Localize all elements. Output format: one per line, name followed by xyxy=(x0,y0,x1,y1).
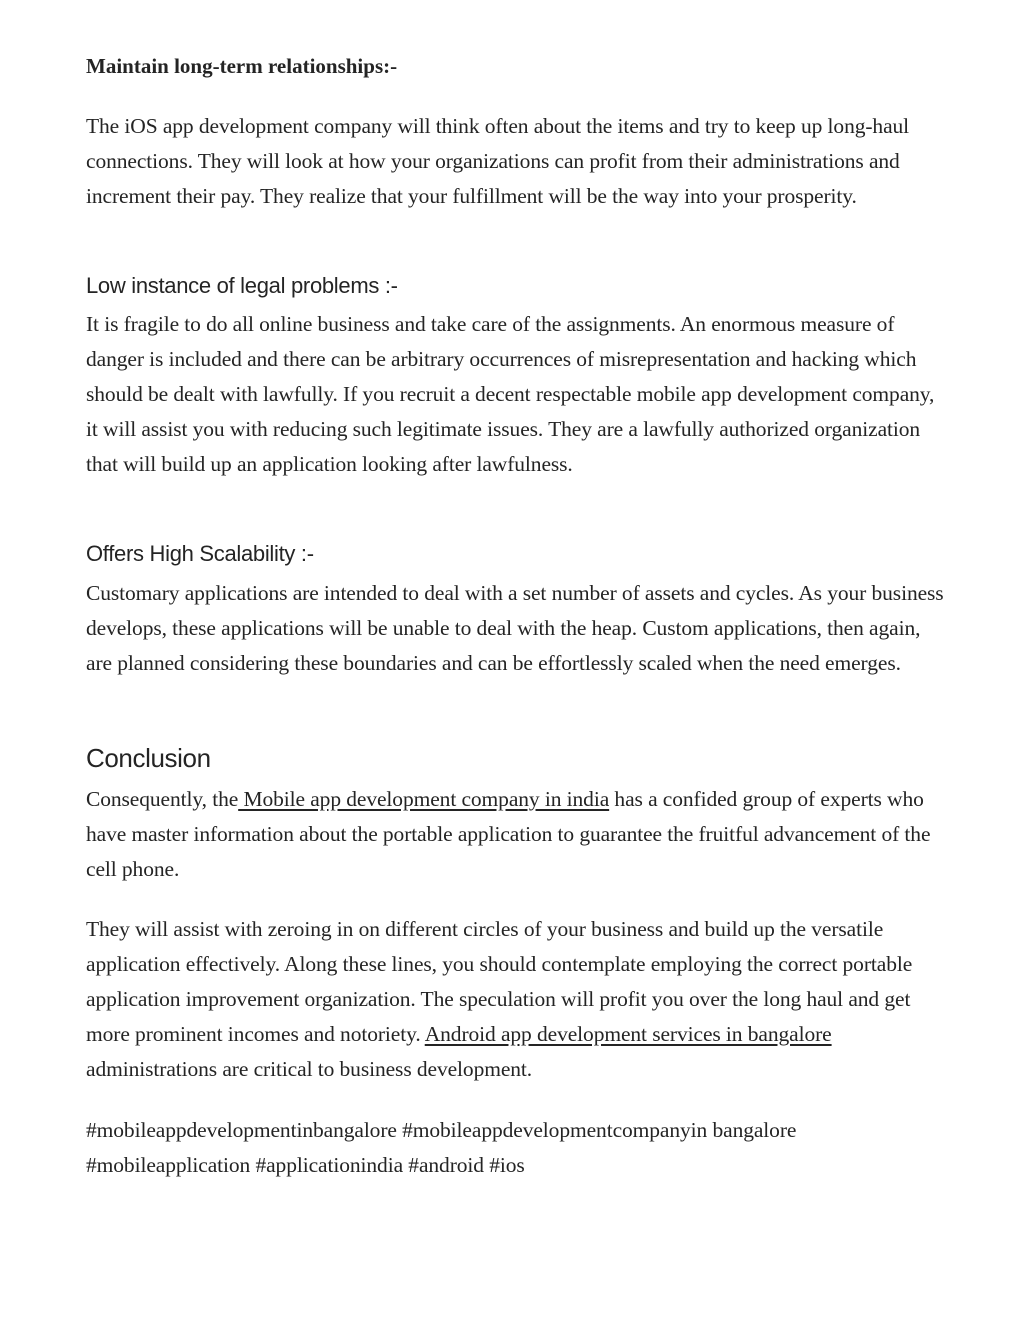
hashtags-paragraph xyxy=(86,1113,946,1183)
paragraph-relationships: The iOS app development company will think often about the items and try to keep up long-haul connections. They will look at how your organizations can profit from their administrations and increment their pay. They realize that your fulfillment will be the way into your prosperity. xyxy=(86,114,910,208)
heading-conclusion: Conclusion xyxy=(86,743,211,773)
conclusion-1-text-after: has a confided group of experts who have master information about the portable application to guarantee the fruitful advancement of the cell phone. xyxy=(86,787,931,881)
paragraph-conclusion-1 xyxy=(86,782,946,887)
heading-relationships: Maintain long-term relationships:- xyxy=(86,54,398,78)
paragraph-scalability: Customary applications are intended to deal with a set number of assets and cycles. As your business develops, these applications will be unable to deal with the heap. Custom applications, then again, are planned considering these boundaries and can be effortlessly scaled when the need emerges. xyxy=(86,581,944,675)
conclusion-2-text-before: They will assist with zeroing in on different circles of your business and build up the versatile application effectively. Along these lines, you should contemplate employing the correct portable application improvement organization. The speculation will profit you over the long haul and get more prominent incomes and notoriety. xyxy=(86,917,913,1046)
heading-scalability: Offers High Scalability :- xyxy=(86,541,314,566)
conclusion-1-text-before: Consequently, the xyxy=(86,787,239,811)
hashtags-line-1: #mobileappdevelopmentinbangalore #mobileappdevelopmentcompanyin bangalore xyxy=(86,1118,797,1142)
link-android-app-development-bangalore[interactable]: Android app development services in bangalore xyxy=(424,1022,832,1046)
link-mobile-app-development-company-india[interactable]: Mobile app development company in india xyxy=(238,787,610,811)
conclusion-2-text-after: administrations are critical to business development. xyxy=(86,1057,533,1081)
paragraph-conclusion-2 xyxy=(86,912,946,1087)
heading-legal: Low instance of legal problems :- xyxy=(86,273,398,298)
paragraph-legal: It is fragile to do all online business and take care of the assignments. An enormous measure of danger is included and there can be arbitrary occurrences of misrepresentation and hacking which should be dealt with lawfully. If you recruit a decent respectable mobile app development company, it will assist you with reducing such legitimate issues. They are a lawfully authorized organization that will build up an application looking after lawfulness. xyxy=(86,312,935,476)
hashtags-line-2: #mobileapplication #applicationindia #android #ios xyxy=(86,1153,525,1177)
